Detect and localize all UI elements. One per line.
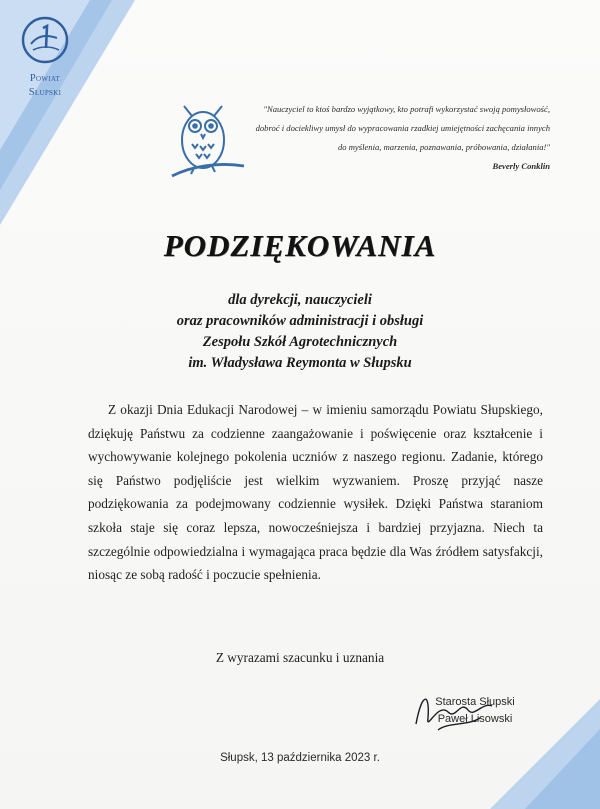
date-line: Słupsk, 13 października 2023 r. bbox=[220, 752, 380, 764]
recipients-block bbox=[0, 290, 600, 374]
logo-name-line1: Powiat bbox=[29, 73, 61, 84]
signer-block bbox=[410, 694, 540, 728]
recipients-line3: Zespołu Szkół Agrotechnicznych bbox=[202, 334, 398, 350]
quote-text: "Nauczyciel to ktoś bardzo wyjątkowy, kto potrafi wykorzystać swoją pomysłowość, dobroć i dociekliwy umysł do wypracowania rzadkiej umiejętności zachęcania innych do myślenia, marzenia, poznawania, próbowania, działania!" bbox=[255, 104, 550, 152]
powiat-emblem-icon bbox=[19, 14, 71, 66]
closing-line: Z wyrazami szacunku i uznania bbox=[215, 650, 385, 665]
signer-role: Starosta Słupski bbox=[435, 696, 515, 708]
recipients-line2: oraz pracowników administracji i obsługi bbox=[176, 313, 424, 329]
quote-block bbox=[250, 100, 550, 176]
quote-author: Beverly Conklin bbox=[492, 161, 550, 171]
page-title: PODZIĘKOWANIA bbox=[163, 228, 437, 263]
body-paragraph: Z okazji Dnia Edukacji Narodowej – w imieniu samorządu Powiatu Słupskiego, dziękuję Państwu za codzienne zaangażowanie i poświęcenie oraz kształcenie i wychowywanie kolejnego pokolenia uczniów z naszego regionu. Zadanie, którego się Państwo podjęliście jest wielkim wyzwaniem. Proszę przyjąć nasze podziękowania za podejmowany codziennie wysiłek. Dzięki Państwa staraniom szkoła staje się coraz lepsza, nowocześniejsza i bardziej przyjazna. Niech ta szczególnie odpowiedzialna i wymagająca praca będzie dla Was źródłem satysfakcji, niosąc ze sobą radość i poczucie spełnienia. bbox=[88, 402, 543, 583]
owl-icon bbox=[168, 96, 246, 188]
recipients-line4: im. Władysława Reymonta w Słupsku bbox=[188, 355, 412, 371]
logo-name-line2: Słupski bbox=[28, 87, 62, 98]
powiat-logo bbox=[10, 14, 80, 99]
signer-name: Paweł Lisowski bbox=[437, 713, 513, 725]
recipients-line1: dla dyrekcji, nauczycieli bbox=[228, 292, 372, 308]
